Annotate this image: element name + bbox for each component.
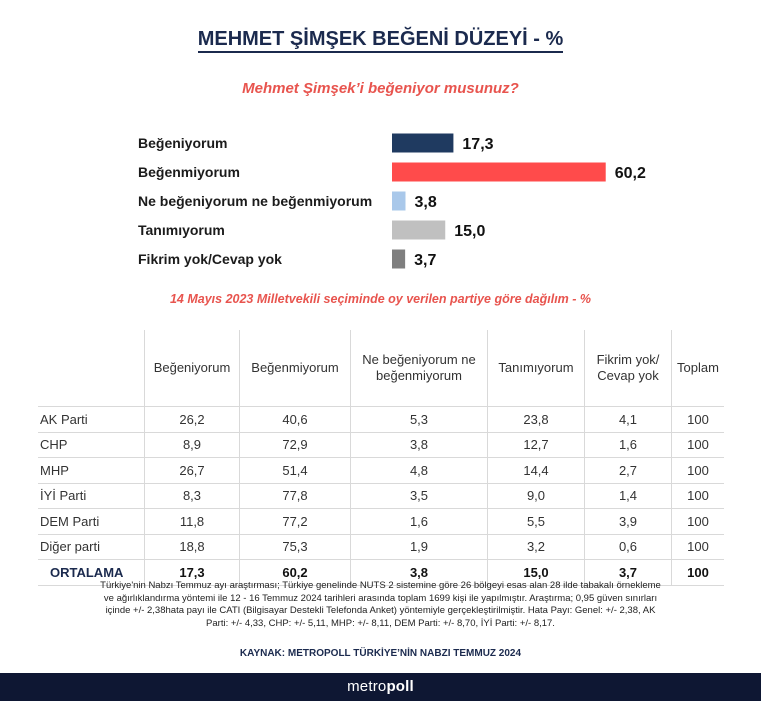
cell: 100 <box>672 534 725 560</box>
cell: 3,2 <box>488 534 585 560</box>
header-ne-begeniyorum-text: Ne beğeniyorum ne beğenmiyorum <box>362 352 476 383</box>
bar-value-label: 17,3 <box>462 136 494 153</box>
cell: DEM Parti <box>38 509 145 535</box>
cell: ORTALAMA <box>38 560 145 586</box>
cell: 23,8 <box>488 407 585 433</box>
cell: 9,0 <box>488 483 585 509</box>
cell: 11,8 <box>145 509 240 535</box>
table-row <box>38 407 724 433</box>
cell: 4,1 <box>585 407 672 433</box>
cell: Diğer parti <box>38 534 145 560</box>
table-header-row <box>38 330 724 407</box>
cell: 8,9 <box>145 432 240 458</box>
cell: 1,6 <box>585 432 672 458</box>
cell: 26,7 <box>145 458 240 484</box>
bar-value-label: 3,8 <box>414 194 437 211</box>
header-ne-begeniyorum <box>351 330 488 407</box>
cell: 14,4 <box>488 458 585 484</box>
cell: 60,2 <box>240 560 351 586</box>
cell: 100 <box>672 509 725 535</box>
table-row <box>38 432 724 458</box>
source-text: KAYNAK: METROPOLL TÜRKİYE’NİN NABZI TEMMUZ 2024 <box>239 648 522 659</box>
cell: 51,4 <box>240 458 351 484</box>
cell: 15,0 <box>488 560 585 586</box>
table-row <box>38 534 724 560</box>
cell: 0,6 <box>585 534 672 560</box>
bar-chart <box>0 128 761 278</box>
header-party <box>38 330 145 407</box>
bar-value-label: 60,2 <box>614 165 646 182</box>
cell: 5,3 <box>351 407 488 433</box>
header-toplam: Toplam <box>672 330 725 407</box>
bar-category-label: Beğenmiyorum <box>138 164 240 180</box>
table-row <box>38 458 724 484</box>
methodology-note: Türkiye'nin Nabzı Temmuz ayı araştırması; Türkiye genelinde NUTS 2 sistemine göre 26 bölgeyi esas alan 28 ilde tabakalı örnekleme ve ağırlıklandırma yöntemi ile 12 - 16 Temmuz 2024 tarihleri arasında toplam 1699 kişi ile yapılmıştır. Araştırma; 0,95 güven sınırları içinde +/- 2,38hata payı ile CATI (Bilgisayar Destekli Telefonda Anket) yöntemiyle gerçekleştirilmiştir. Hata Payı: Genel: +/- 2,38, AK Parti: +/- 4,33, CHP: +/- 5,11, MHP: +/- 8,11, DEM Parti: +/- 8,70, İYİ Parti: +/- 8,17. <box>100 580 661 629</box>
cell: 100 <box>672 560 725 586</box>
cell: MHP <box>38 458 145 484</box>
bar-category-label: Ne beğeniyorum ne beğenmiyorum <box>138 193 373 209</box>
cell: 100 <box>672 407 725 433</box>
cell: 17,3 <box>145 560 240 586</box>
crosstab-table-container <box>38 330 724 586</box>
page-title-text: MEHMET ŞİMŞEK BEĞENİ DÜZEYİ - % <box>198 28 564 53</box>
cell: 40,6 <box>240 407 351 433</box>
cell: 3,5 <box>351 483 488 509</box>
cell: 3,8 <box>351 560 488 586</box>
header-tanimiyorum: Tanımıyorum <box>488 330 585 407</box>
cell: 77,8 <box>240 483 351 509</box>
cell: İYİ Parti <box>38 483 145 509</box>
cell: 3,9 <box>585 509 672 535</box>
table-subtitle: 14 Mayıs 2023 Milletvekili seçiminde oy verilen partiye göre dağılım - % <box>169 292 591 306</box>
table-row <box>38 509 724 535</box>
crosstab-table <box>38 330 724 586</box>
cell: 26,2 <box>145 407 240 433</box>
bar <box>392 221 445 240</box>
cell: 77,2 <box>240 509 351 535</box>
header-fikrim-yok <box>585 330 672 407</box>
bar-value-label: 3,7 <box>414 252 437 269</box>
bar-category-label: Tanımıyorum <box>138 222 225 238</box>
cell: 3,7 <box>585 560 672 586</box>
cell: 1,9 <box>351 534 488 560</box>
cell: CHP <box>38 432 145 458</box>
cell: 1,6 <box>351 509 488 535</box>
page-title <box>0 28 761 51</box>
bar-value-label: 15,0 <box>454 223 486 240</box>
cell: 75,3 <box>240 534 351 560</box>
cell: 1,4 <box>585 483 672 509</box>
header-begenmiyorum: Beğenmiyorum <box>240 330 351 407</box>
bar <box>392 134 453 153</box>
header-begeniyorum: Beğeniyorum <box>145 330 240 407</box>
cell: 12,7 <box>488 432 585 458</box>
bar-category-label: Fikrim yok/Cevap yok <box>138 251 282 267</box>
cell: 100 <box>672 458 725 484</box>
cell: 100 <box>672 483 725 509</box>
bar <box>392 250 405 269</box>
bar <box>392 192 405 211</box>
cell: 3,8 <box>351 432 488 458</box>
footer-logo-part1: metro <box>347 678 387 695</box>
bar <box>392 163 606 182</box>
question-text: Mehmet Şimşek’i beğeniyor musunuz? <box>242 80 519 97</box>
cell: 100 <box>672 432 725 458</box>
cell: 5,5 <box>488 509 585 535</box>
cell: 2,7 <box>585 458 672 484</box>
cell: 8,3 <box>145 483 240 509</box>
footer-bar <box>0 673 761 701</box>
cell: 18,8 <box>145 534 240 560</box>
cell: AK Parti <box>38 407 145 433</box>
header-fikrim-yok-text: Fikrim yok/ Cevap yok <box>596 352 660 383</box>
cell: 4,8 <box>351 458 488 484</box>
bar-category-label: Beğeniyorum <box>138 135 228 151</box>
cell: 72,9 <box>240 432 351 458</box>
table-row <box>38 483 724 509</box>
footer-logo-part2: poll <box>386 678 414 695</box>
